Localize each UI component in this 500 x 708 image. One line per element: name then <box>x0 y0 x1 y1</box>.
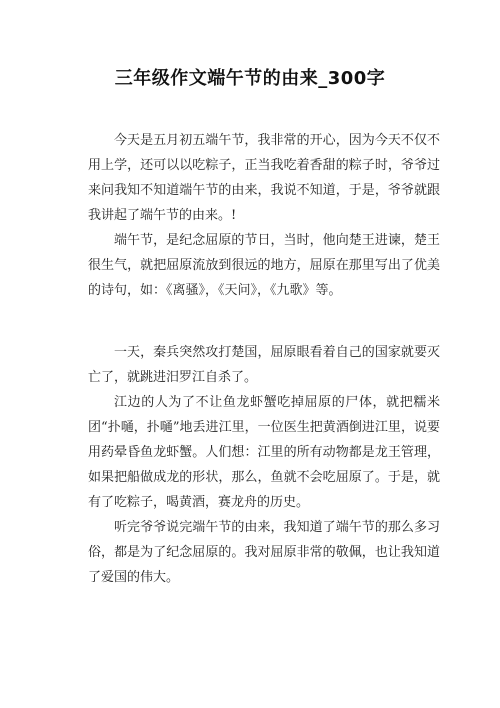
body-section-2 <box>88 340 440 590</box>
body-section-1 <box>88 128 440 303</box>
paragraph: 江边的人为了不让鱼龙虾蟹吃掉屈原的尸体，就把糯米团“扑嗵，扑嗵”地丢进江里，一位医生把黄酒倒进江里，说要用药晕昏鱼龙虾蟹。人们想：江里的所有动物都是龙王管理，如果把船做成龙的形状，那么，鱼就不会吃屈原了。于是，就有了吃粽子，喝黄酒，赛龙舟的历史。 <box>88 395 440 510</box>
paragraph: 听完爷爷说完端午节的由来，我知道了端午节的那么多习俗，都是为了纪念屈原的。我对屈原非常的敬佩，也让我知道了爱国的伟大。 <box>88 520 440 585</box>
page-title: 三年级作文端午节的由来_300字 <box>114 68 386 89</box>
paragraph: 一天，秦兵突然攻打楚国，屈原眼看着自己的国家就要灭亡了，就跳进汨罗江自杀了。 <box>88 345 440 385</box>
paragraph: 端午节，是纪念屈原的节日，当时，他向楚王进谏，楚王很生气，就把屈原流放到很远的地方，屈原在那里写出了优美的诗句，如：《离骚》，《天问》，《九歌》等。 <box>88 233 440 298</box>
paragraph: 今天是五月初五端午节，我非常的开心，因为今天不仅不用上学，还可以以吃粽子，正当我吃着香甜的粽子时，爷爷过来问我知不知道端午节的由来，我说不知道，于是，爷爷就跟我讲起了端午节的由来。! <box>88 133 440 223</box>
